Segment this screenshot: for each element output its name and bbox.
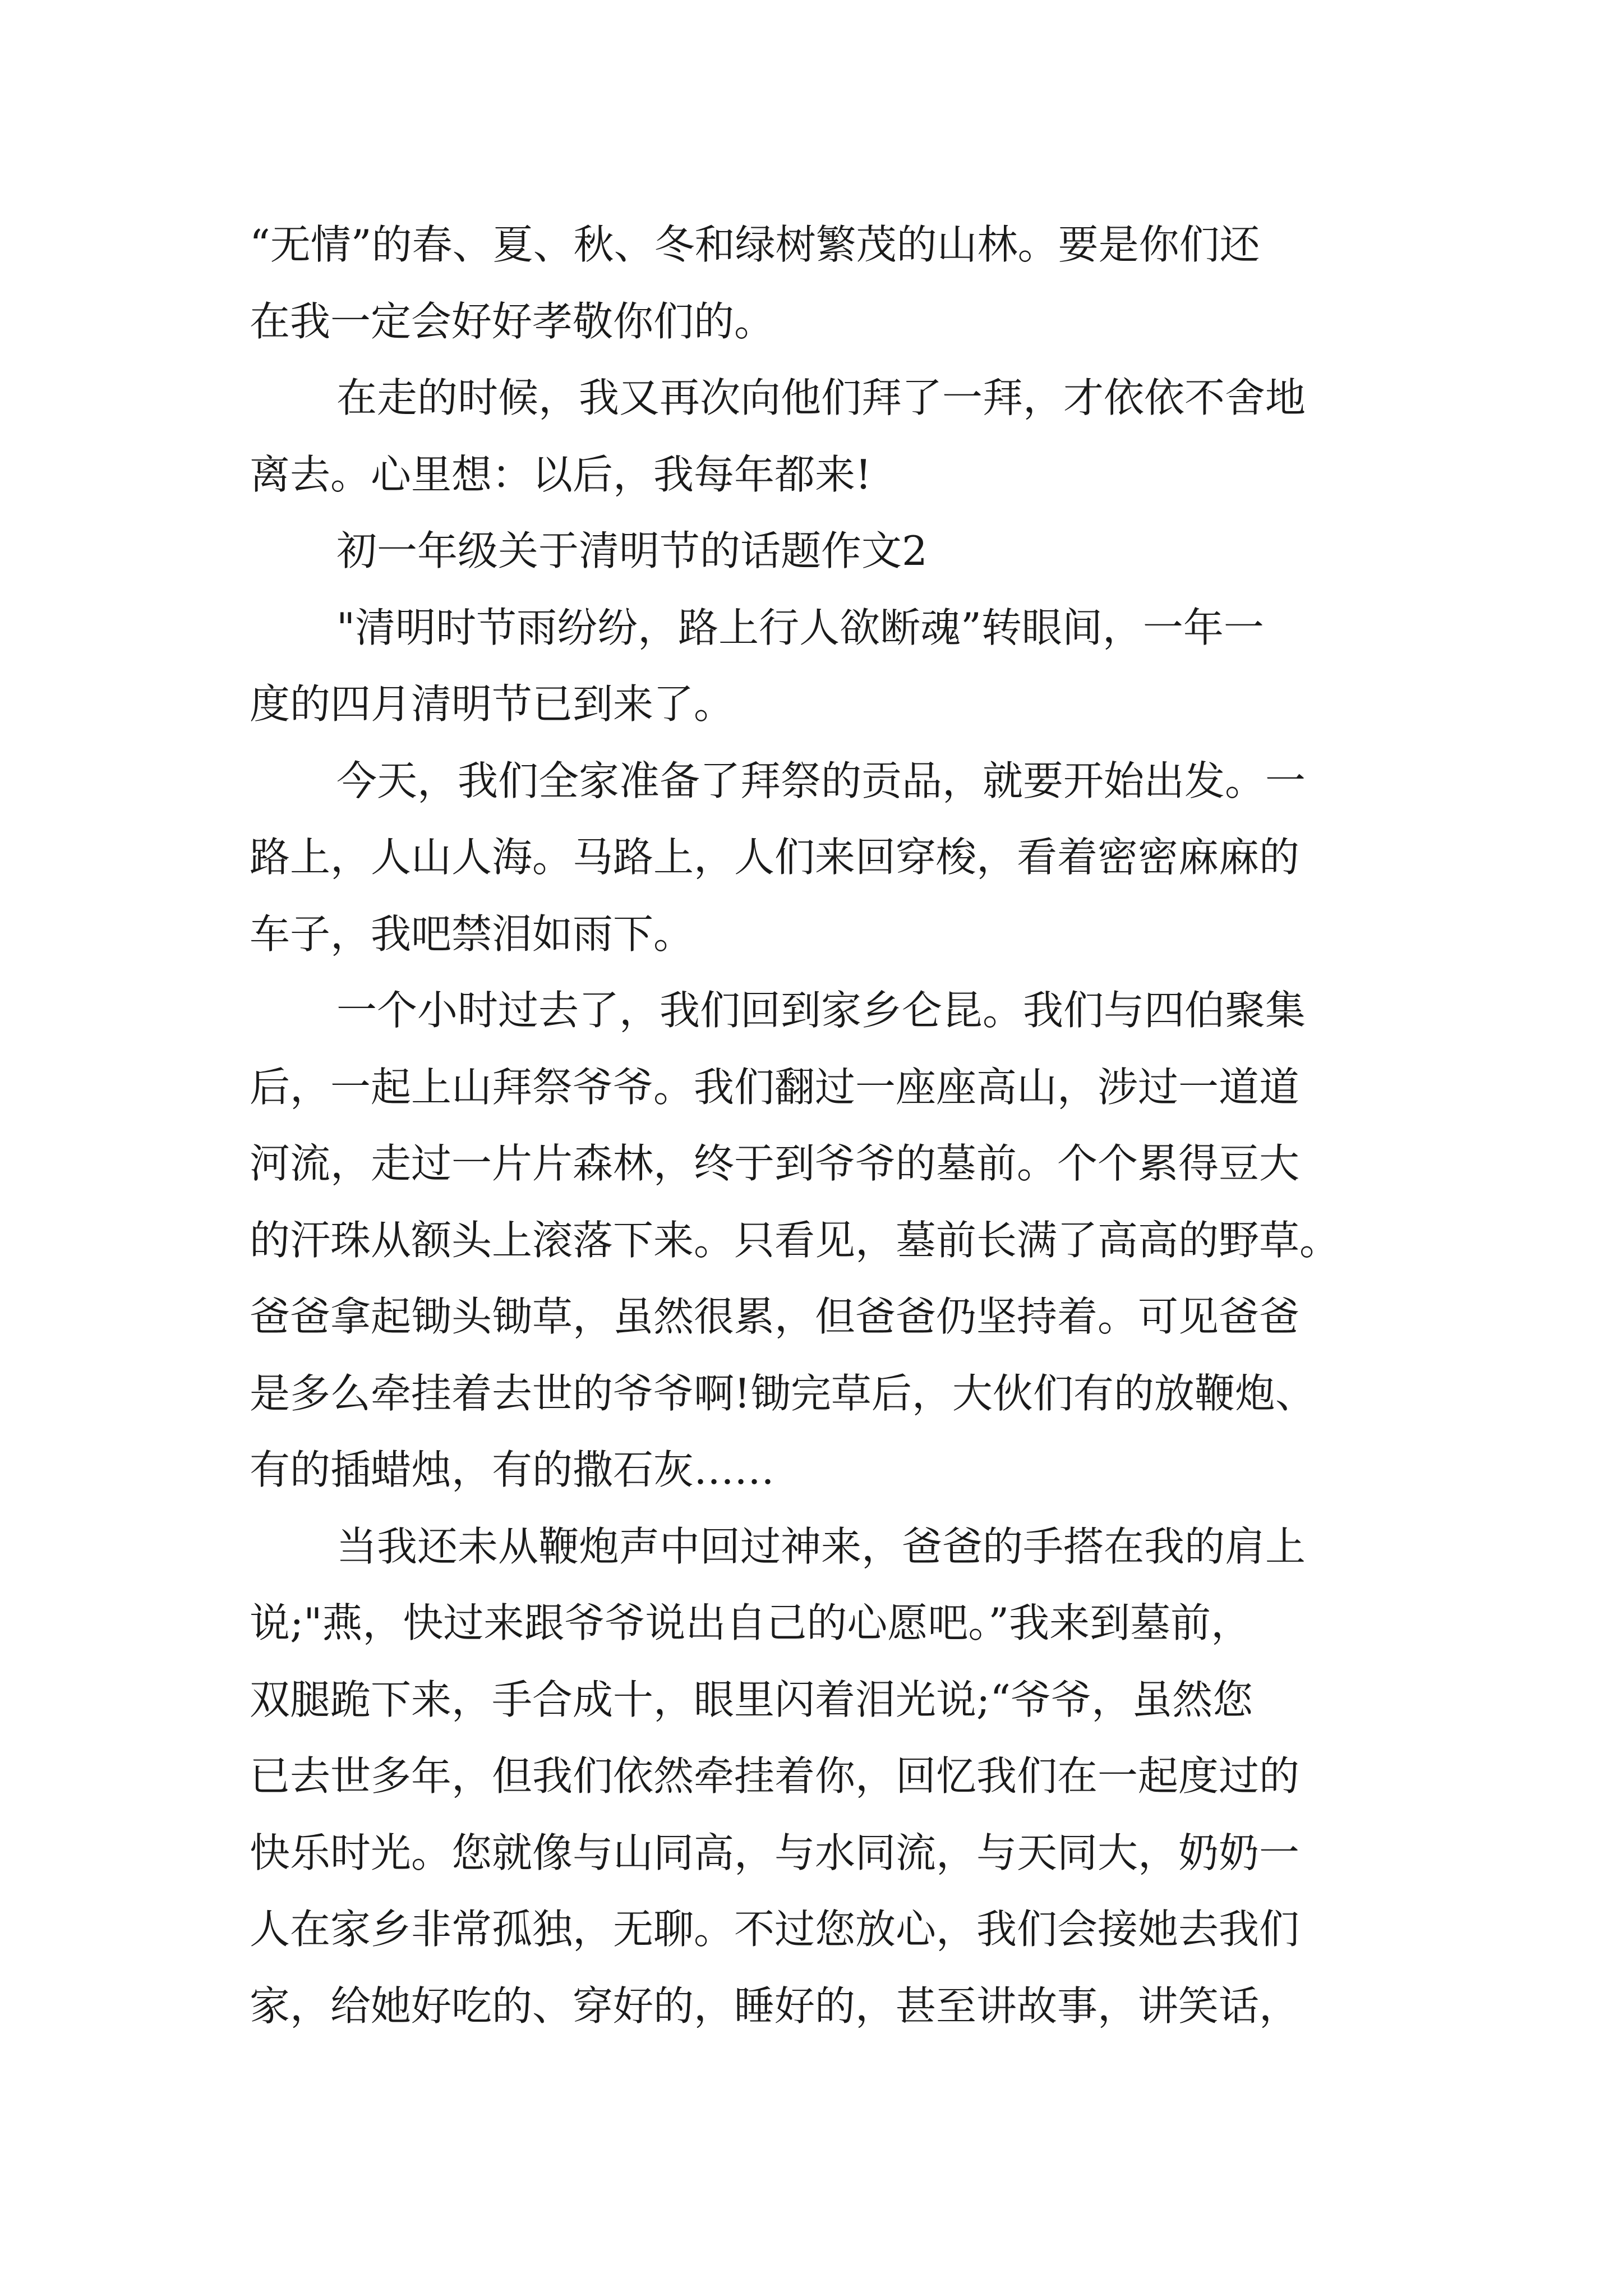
text-line: 在我一定会好好孝敬你们的。 bbox=[250, 297, 775, 345]
text-line: 今天，我们全家准备了拜祭的贡品，就要开始出发。一 bbox=[336, 757, 1306, 804]
text-line: 河流，走过一片片森林，终于到爷爷的墓前。个个累得豆大 bbox=[250, 1140, 1300, 1187]
text-line: 一个小时过去了，我们回到家乡仑昆。我们与四伯聚集 bbox=[336, 987, 1306, 1034]
text-line: 的汗珠从额头上滚落下来。只看见，墓前长满了高高的野草。 bbox=[250, 1216, 1340, 1264]
text-line: 爸爸拿起锄头锄草，虽然很累，但爸爸仍坚持着。可见爸爸 bbox=[250, 1293, 1300, 1340]
text-line: 度的四月清明节已到来了。 bbox=[250, 680, 735, 728]
text-line: 当我还未从鞭炮声中回过神来，爸爸的手搭在我的肩上 bbox=[336, 1522, 1306, 1570]
text-line: 是多么牵挂着去世的爷爷啊!锄完草后，大伙们有的放鞭炮、 bbox=[250, 1369, 1316, 1417]
text-line: 快乐时光。您就像与山同高，与水同流，与天同大，奶奶一 bbox=[250, 1829, 1300, 1876]
text-line: 后，一起上山拜祭爷爷。我们翻过一座座高山，涉过一道道 bbox=[250, 1063, 1300, 1111]
section-heading: 初一年级关于清明节的话题作文2 bbox=[336, 527, 928, 574]
text-line: 家，给她好吃的、穿好的，睡好的，甚至讲故事，讲笑话， bbox=[250, 1982, 1300, 2030]
document-body bbox=[250, 206, 1382, 2044]
text-line: “无情”的春、夏、秋、冬和绿树繁茂的山林。要是你们还 bbox=[250, 221, 1260, 268]
text-line: 在走的时候，我又再次向他们拜了一拜，才依依不舍地 bbox=[336, 374, 1306, 421]
text-line: 人在家乡非常孤独，无聊。不过您放心，我们会接她去我们 bbox=[250, 1906, 1300, 1953]
text-line: 已去世多年，但我们依然牵挂着你，回忆我们在一起度过的 bbox=[250, 1752, 1300, 1800]
text-line: 离去。心里想：以后，我每年都来! bbox=[250, 450, 872, 498]
text-line: 双腿跪下来，手合成十，眼里闪着泪光说;“爷爷，虽然您 bbox=[250, 1676, 1253, 1723]
text-line: 有的插蜡烛，有的撒石灰…… bbox=[250, 1446, 775, 1493]
text-line: 路上，人山人海。马路上，人们来回穿梭，看着密密麻麻的 bbox=[250, 834, 1300, 881]
text-line: 说;"燕，快过来跟爷爷说出自己的心愿吧。”我来到墓前， bbox=[250, 1599, 1252, 1646]
text-line: 车子，我吧禁泪如雨下。 bbox=[250, 910, 694, 958]
text-line: "清明时节雨纷纷，路上行人欲断魂”转眼间，一年一 bbox=[336, 604, 1264, 651]
